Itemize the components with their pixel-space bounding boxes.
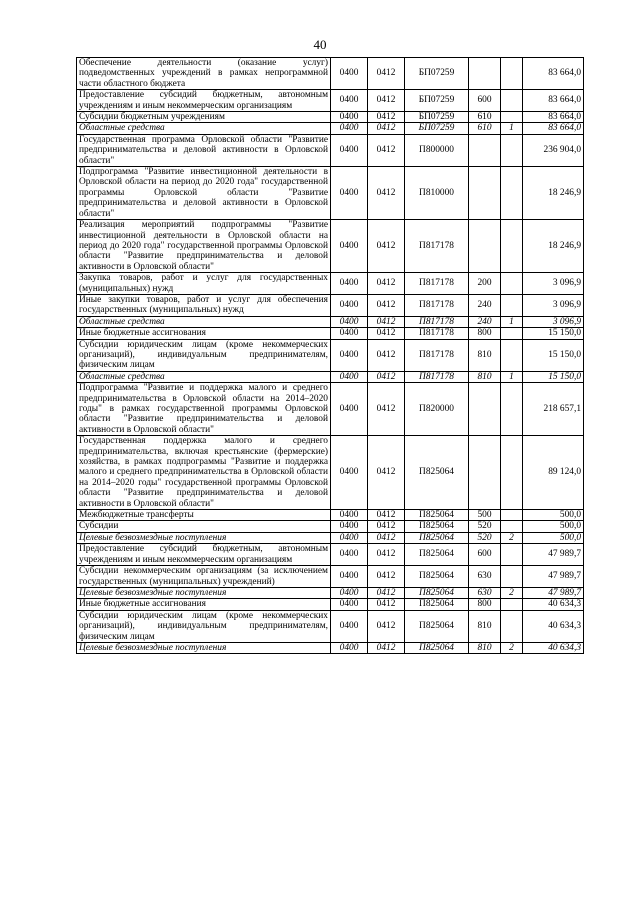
expense-name-cell: Иные закупки товаров, работ и услуг для обеспечения государственных (муниципальных) нужд bbox=[77, 294, 331, 316]
target-article-cell: П825064 bbox=[405, 599, 469, 610]
target-article-cell: П825064 bbox=[405, 521, 469, 532]
table-row bbox=[77, 339, 584, 371]
section-code-cell: 0400 bbox=[331, 436, 368, 510]
subsection-code-cell: 0412 bbox=[368, 58, 405, 90]
target-article-cell: П825064 bbox=[405, 587, 469, 598]
expense-type-cell: 600 bbox=[469, 90, 501, 112]
funding-source-cell bbox=[501, 167, 523, 220]
table-row bbox=[77, 521, 584, 532]
expense-type-cell bbox=[469, 167, 501, 220]
target-article-cell: П825064 bbox=[405, 610, 469, 642]
subsection-code-cell: 0412 bbox=[368, 90, 405, 112]
funding-source-cell bbox=[501, 521, 523, 532]
table-row bbox=[77, 123, 584, 134]
funding-source-cell bbox=[501, 58, 523, 90]
target-article-cell: П825064 bbox=[405, 566, 469, 588]
table-row bbox=[77, 273, 584, 295]
subsection-code-cell: 0412 bbox=[368, 532, 405, 543]
target-article-cell: П825064 bbox=[405, 544, 469, 566]
subsection-code-cell: 0412 bbox=[368, 642, 405, 653]
table-row bbox=[77, 510, 584, 521]
table-row bbox=[77, 642, 584, 653]
expense-type-cell bbox=[469, 436, 501, 510]
expense-name-cell: Закупка товаров, работ и услуг для государственных (муниципальных) нужд bbox=[77, 273, 331, 295]
expense-type-cell: 600 bbox=[469, 544, 501, 566]
amount-cell: 500,0 bbox=[523, 521, 584, 532]
budget-table-body bbox=[77, 58, 584, 654]
funding-source-cell: 1 bbox=[501, 123, 523, 134]
subsection-code-cell: 0412 bbox=[368, 599, 405, 610]
table-row bbox=[77, 328, 584, 339]
subsection-code-cell: 0412 bbox=[368, 134, 405, 166]
section-code-cell: 0400 bbox=[331, 383, 368, 436]
expense-type-cell: 610 bbox=[469, 112, 501, 123]
expense-type-cell: 500 bbox=[469, 510, 501, 521]
target-article-cell: П800000 bbox=[405, 134, 469, 166]
section-code-cell: 0400 bbox=[331, 339, 368, 371]
expense-type-cell: 810 bbox=[469, 371, 501, 382]
amount-cell: 47 989,7 bbox=[523, 587, 584, 598]
expense-name-cell: Субсидии некоммерческим организациям (за исключением государственных (муниципальных) учреждений) bbox=[77, 566, 331, 588]
expense-name-cell: Целевые безвозмездные поступления bbox=[77, 642, 331, 653]
expense-type-cell bbox=[469, 134, 501, 166]
amount-cell: 83 664,0 bbox=[523, 112, 584, 123]
funding-source-cell bbox=[501, 383, 523, 436]
amount-cell: 15 150,0 bbox=[523, 371, 584, 382]
amount-cell: 18 246,9 bbox=[523, 167, 584, 220]
section-code-cell: 0400 bbox=[331, 316, 368, 327]
expense-name-cell: Субсидии юридическим лицам (кроме некоммерческих организаций), индивидуальным предпринимателям, физическим лицам bbox=[77, 339, 331, 371]
subsection-code-cell: 0412 bbox=[368, 220, 405, 273]
section-code-cell: 0400 bbox=[331, 328, 368, 339]
amount-cell: 15 150,0 bbox=[523, 328, 584, 339]
target-article-cell: П817178 bbox=[405, 294, 469, 316]
subsection-code-cell: 0412 bbox=[368, 521, 405, 532]
table-row bbox=[77, 383, 584, 436]
amount-cell: 47 989,7 bbox=[523, 544, 584, 566]
funding-source-cell: 1 bbox=[501, 316, 523, 327]
target-article-cell: П817178 bbox=[405, 339, 469, 371]
target-article-cell: П820000 bbox=[405, 383, 469, 436]
section-code-cell: 0400 bbox=[331, 566, 368, 588]
expense-type-cell: 240 bbox=[469, 316, 501, 327]
expense-name-cell: Государственная программа Орловской области "Развитие предпринимательства и деловой активности в Орловской области" bbox=[77, 134, 331, 166]
subsection-code-cell: 0412 bbox=[368, 566, 405, 588]
funding-source-cell bbox=[501, 510, 523, 521]
target-article-cell: П825064 bbox=[405, 642, 469, 653]
target-article-cell: П825064 bbox=[405, 436, 469, 510]
table-row bbox=[77, 294, 584, 316]
expense-type-cell: 630 bbox=[469, 566, 501, 588]
target-article-cell: П817178 bbox=[405, 220, 469, 273]
expense-name-cell: Обеспечение деятельности (оказание услуг) подведомственных учреждений в рамках непрограммной части областного бюджета bbox=[77, 58, 331, 90]
budget-table bbox=[76, 57, 584, 654]
subsection-code-cell: 0412 bbox=[368, 294, 405, 316]
page-number: 40 bbox=[313, 37, 327, 52]
funding-source-cell bbox=[501, 294, 523, 316]
section-code-cell: 0400 bbox=[331, 123, 368, 134]
target-article-cell: П817178 bbox=[405, 328, 469, 339]
funding-source-cell bbox=[501, 112, 523, 123]
expense-name-cell: Субсидии бюджетным учреждениям bbox=[77, 112, 331, 123]
section-code-cell: 0400 bbox=[331, 58, 368, 90]
section-code-cell: 0400 bbox=[331, 532, 368, 543]
section-code-cell: 0400 bbox=[331, 599, 368, 610]
amount-cell: 40 634,3 bbox=[523, 642, 584, 653]
expense-name-cell: Целевые безвозмездные поступления bbox=[77, 587, 331, 598]
section-code-cell: 0400 bbox=[331, 112, 368, 123]
expense-name-cell: Субсидии bbox=[77, 521, 331, 532]
table-row bbox=[77, 58, 584, 90]
amount-cell: 83 664,0 bbox=[523, 58, 584, 90]
table-row bbox=[77, 599, 584, 610]
expense-type-cell: 240 bbox=[469, 294, 501, 316]
target-article-cell: П825064 bbox=[405, 532, 469, 543]
amount-cell: 83 664,0 bbox=[523, 123, 584, 134]
table-row bbox=[77, 544, 584, 566]
expense-type-cell: 610 bbox=[469, 123, 501, 134]
table-row bbox=[77, 371, 584, 382]
table-row bbox=[77, 566, 584, 588]
amount-cell: 83 664,0 bbox=[523, 90, 584, 112]
table-row bbox=[77, 90, 584, 112]
subsection-code-cell: 0412 bbox=[368, 167, 405, 220]
section-code-cell: 0400 bbox=[331, 642, 368, 653]
expense-name-cell: Иные бюджетные ассигнования bbox=[77, 599, 331, 610]
amount-cell: 500,0 bbox=[523, 510, 584, 521]
table-row bbox=[77, 436, 584, 510]
funding-source-cell bbox=[501, 544, 523, 566]
section-code-cell: 0400 bbox=[331, 294, 368, 316]
subsection-code-cell: 0412 bbox=[368, 587, 405, 598]
section-code-cell: 0400 bbox=[331, 544, 368, 566]
expense-name-cell: Целевые безвозмездные поступления bbox=[77, 532, 331, 543]
section-code-cell: 0400 bbox=[331, 167, 368, 220]
expense-name-cell: Иные бюджетные ассигнования bbox=[77, 328, 331, 339]
target-article-cell: БП07259 bbox=[405, 112, 469, 123]
expense-name-cell: Областные средства bbox=[77, 316, 331, 327]
amount-cell: 500,0 bbox=[523, 532, 584, 543]
section-code-cell: 0400 bbox=[331, 521, 368, 532]
subsection-code-cell: 0412 bbox=[368, 112, 405, 123]
expense-name-cell: Предоставление субсидий бюджетным, автономным учреждениям и иным некоммерческим организациям bbox=[77, 90, 331, 112]
subsection-code-cell: 0412 bbox=[368, 123, 405, 134]
funding-source-cell: 2 bbox=[501, 642, 523, 653]
expense-type-cell: 800 bbox=[469, 328, 501, 339]
subsection-code-cell: 0412 bbox=[368, 436, 405, 510]
section-code-cell: 0400 bbox=[331, 90, 368, 112]
subsection-code-cell: 0412 bbox=[368, 371, 405, 382]
expense-name-cell: Предоставление субсидий бюджетным, автономным учреждениям и иным некоммерческим организациям bbox=[77, 544, 331, 566]
amount-cell: 3 096,9 bbox=[523, 316, 584, 327]
target-article-cell: П817178 bbox=[405, 371, 469, 382]
expense-type-cell bbox=[469, 383, 501, 436]
subsection-code-cell: 0412 bbox=[368, 610, 405, 642]
expense-name-cell: Межбюджетные трансферты bbox=[77, 510, 331, 521]
table-row bbox=[77, 587, 584, 598]
funding-source-cell bbox=[501, 220, 523, 273]
subsection-code-cell: 0412 bbox=[368, 383, 405, 436]
expense-type-cell: 200 bbox=[469, 273, 501, 295]
subsection-code-cell: 0412 bbox=[368, 544, 405, 566]
expense-name-cell: Подпрограмма "Развитие и поддержка малого и среднего предпринимательства в Орловской области на 2014–2020 годы" в рамках государственной программы Орловской области "Развитие предпринимательства и деловой активности в Орловской области" bbox=[77, 383, 331, 436]
target-article-cell: БП07259 bbox=[405, 58, 469, 90]
section-code-cell: 0400 bbox=[331, 220, 368, 273]
expense-type-cell: 520 bbox=[469, 532, 501, 543]
section-code-cell: 0400 bbox=[331, 273, 368, 295]
funding-source-cell bbox=[501, 599, 523, 610]
expense-type-cell: 630 bbox=[469, 587, 501, 598]
amount-cell: 89 124,0 bbox=[523, 436, 584, 510]
expense-type-cell: 810 bbox=[469, 642, 501, 653]
section-code-cell: 0400 bbox=[331, 371, 368, 382]
funding-source-cell: 1 bbox=[501, 371, 523, 382]
table-row bbox=[77, 134, 584, 166]
section-code-cell: 0400 bbox=[331, 610, 368, 642]
amount-cell: 236 904,0 bbox=[523, 134, 584, 166]
table-row bbox=[77, 112, 584, 123]
funding-source-cell bbox=[501, 610, 523, 642]
amount-cell: 18 246,9 bbox=[523, 220, 584, 273]
expense-type-cell: 810 bbox=[469, 610, 501, 642]
expense-type-cell: 520 bbox=[469, 521, 501, 532]
expense-type-cell: 810 bbox=[469, 339, 501, 371]
subsection-code-cell: 0412 bbox=[368, 328, 405, 339]
table-row bbox=[77, 532, 584, 543]
amount-cell: 15 150,0 bbox=[523, 339, 584, 371]
funding-source-cell bbox=[501, 339, 523, 371]
amount-cell: 3 096,9 bbox=[523, 273, 584, 295]
funding-source-cell: 2 bbox=[501, 532, 523, 543]
target-article-cell: П825064 bbox=[405, 510, 469, 521]
target-article-cell: П817178 bbox=[405, 273, 469, 295]
amount-cell: 3 096,9 bbox=[523, 294, 584, 316]
subsection-code-cell: 0412 bbox=[368, 273, 405, 295]
amount-cell: 218 657,1 bbox=[523, 383, 584, 436]
table-row bbox=[77, 610, 584, 642]
target-article-cell: П817178 bbox=[405, 316, 469, 327]
subsection-code-cell: 0412 bbox=[368, 339, 405, 371]
section-code-cell: 0400 bbox=[331, 587, 368, 598]
section-code-cell: 0400 bbox=[331, 134, 368, 166]
funding-source-cell bbox=[501, 328, 523, 339]
expense-name-cell: Реализация мероприятий подпрограммы "Развитие инвестиционной деятельности в Орловской области на период до 2020 года" государственной программы Орловской области "Развитие предпринимательства и деловой активности в Орловской области" bbox=[77, 220, 331, 273]
expense-name-cell: Областные средства bbox=[77, 123, 331, 134]
funding-source-cell bbox=[501, 90, 523, 112]
section-code-cell: 0400 bbox=[331, 510, 368, 521]
expense-name-cell: Государственная поддержка малого и среднего предпринимательства, включая крестьянские (фермерские) хозяйства, в рамках подпрограммы "Развитие и поддержка малого и среднего предпринимательства в Орловской области на 2014–2020 годы" государственной программы Орловской области "Развитие предпринимательства и деловой активности в Орловской области" bbox=[77, 436, 331, 510]
amount-cell: 47 989,7 bbox=[523, 566, 584, 588]
funding-source-cell bbox=[501, 134, 523, 166]
table-row bbox=[77, 316, 584, 327]
table-row bbox=[77, 167, 584, 220]
amount-cell: 40 634,3 bbox=[523, 610, 584, 642]
subsection-code-cell: 0412 bbox=[368, 316, 405, 327]
amount-cell: 40 634,3 bbox=[523, 599, 584, 610]
expense-name-cell: Подпрограмма "Развитие инвестиционной деятельности в Орловской области на период до 2020 года" государственной программы Орловской области "Развитие предпринимательства и деловой активности в Орловской области" bbox=[77, 167, 331, 220]
expense-name-cell: Субсидии юридическим лицам (кроме некоммерческих организаций), индивидуальным предпринимателям, физическим лицам bbox=[77, 610, 331, 642]
expense-type-cell bbox=[469, 220, 501, 273]
funding-source-cell bbox=[501, 273, 523, 295]
target-article-cell: П810000 bbox=[405, 167, 469, 220]
table-row bbox=[77, 220, 584, 273]
target-article-cell: БП07259 bbox=[405, 90, 469, 112]
target-article-cell: БП07259 bbox=[405, 123, 469, 134]
funding-source-cell bbox=[501, 436, 523, 510]
subsection-code-cell: 0412 bbox=[368, 510, 405, 521]
expense-type-cell bbox=[469, 58, 501, 90]
funding-source-cell: 2 bbox=[501, 587, 523, 598]
funding-source-cell bbox=[501, 566, 523, 588]
expense-name-cell: Областные средства bbox=[77, 371, 331, 382]
expense-type-cell: 800 bbox=[469, 599, 501, 610]
